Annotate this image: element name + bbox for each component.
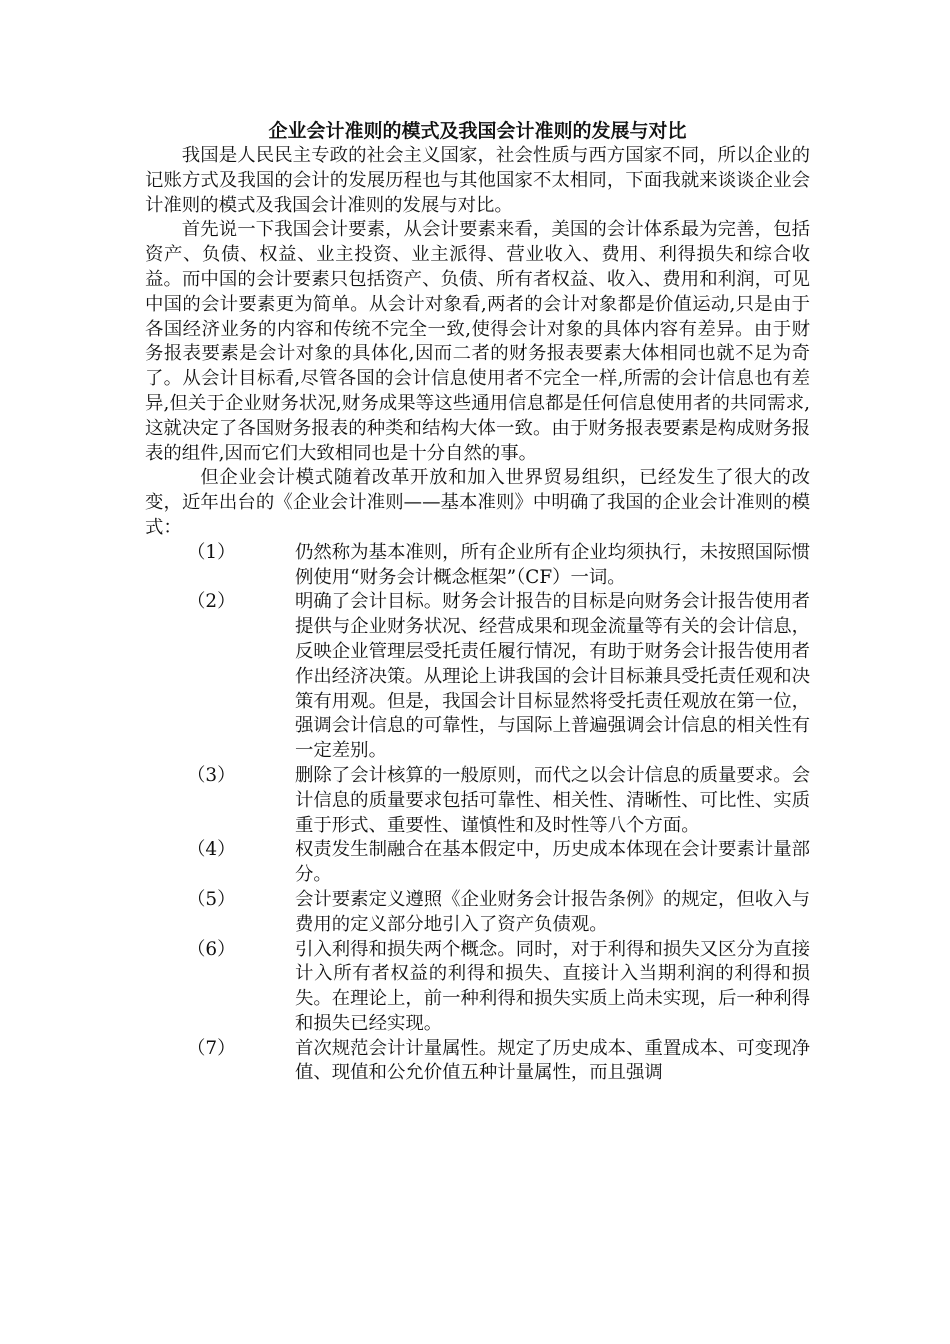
list-item-number: （5） <box>187 888 236 910</box>
list-item <box>145 764 810 838</box>
list-item-text: 引入利得和损失两个概念。同时，对于利得和损失又区分为直接计入所有者权益的利得和损失、直接计入当期利润的利得和损失。在理论上，前一种利得和损失实质上尚未实现，后一种利得和损失已经实现。 <box>295 938 810 1034</box>
paragraph-model: 但企业会计模式随着改革开放和加入世界贸易组织，已经发生了很大的改变，近年出台的《企业会计准则——基本准则》中明确了我国的企业会计准则的模式： <box>145 467 810 538</box>
list-item-number: （4） <box>187 839 236 861</box>
list-item-text: 会计要素定义遵照《企业财务会计报告条例》的规定，但收入与费用的定义部分地引入了资产负债观。 <box>295 888 810 935</box>
paragraph-intro: 我国是人民民主专政的社会主义国家，社会性质与西方国家不同，所以企业的记账方式及我国的会计的发展历程也与其他国家不太相同，下面我就来谈谈企业会计准则的模式及我国会计准则的发展与对比。 <box>145 145 810 216</box>
list-item-text: 删除了会计核算的一般原则，而代之以会计信息的质量要求。会计信息的质量要求包括可靠性、相关性、清晰性、可比性、实质重于形式、重要性、谨慎性和及时性等八个方面。 <box>295 764 810 836</box>
list-item-number: （1） <box>187 541 236 563</box>
list-item-text: 明确了会计目标。财务会计报告的目标是向财务会计报告使用者提供与企业财务状况、经营成果和现金流量等有关的会计信息，反映企业管理层受托责任履行情况，有助于财务会计报告使用者作出经济决策。从理论上讲我国的会计目标兼具受托责任观和决策有用观。但是，我国会计目标显然将受托责任观放在第一位，强调会计信息的可靠性，与国际上普遍强调会计信息的相关性有一定差别。 <box>295 591 810 762</box>
list-item-text: 权责发生制融合在基本假定中，历史成本体现在会计要素计量部分。 <box>295 839 810 886</box>
list-item <box>145 938 810 1037</box>
list-item <box>145 541 810 591</box>
list-item-number: （3） <box>187 764 236 786</box>
list-item-text: 仍然称为基本准则，所有企业所有企业均须执行，未按照国际惯例使用“财务会计概念框架”（CF）一词。 <box>295 541 810 588</box>
list-item-number: （6） <box>187 938 236 960</box>
document-title: 企业会计准则的模式及我国会计准则的发展与对比 <box>268 120 687 142</box>
list-item-text: 首次规范会计计量属性。规定了历史成本、重置成本、可变现净值、现值和公允价值五种计量属性，而且强调 <box>295 1037 810 1084</box>
list-item <box>145 590 810 764</box>
list-item-number: （7） <box>187 1037 236 1059</box>
list-item <box>145 888 810 938</box>
document-page <box>145 118 810 1086</box>
list-item-number: （2） <box>187 591 236 613</box>
list-item <box>145 838 810 888</box>
list-item <box>145 1037 810 1087</box>
paragraph-elements: 首先说一下我国会计要素，从会计要素来看，美国的会计体系最为完善，包括资产、负债、权益、业主投资、业主派得、营业收入、费用、利得损失和综合收益。而中国的会计要素只包括资产、负债、所有者权益、收入、费用和利润，可见中国的会计要素更为简单。从会计对象看,两者的会计对象都是价值运动,只是由于各国经济业务的内容和传统不完全一致,使得会计对象的具体内容有差异。由于财务报表要素是会计对象的具体化,因而二者的财务报表要素大体相同也就不足为奇了。从会计目标看,尽管各国的会计信息使用者不完全一样,所需的会计信息也有差异,但关于企业财务状况,财务成果等这些通用信息都是任何信息使用者的共同需求,这就决定了各国财务报表的种类和结构大体一致。由于财务报表要素是构成财务报表的组件,因而它们大致相同也是十分自然的事。 <box>145 219 810 464</box>
